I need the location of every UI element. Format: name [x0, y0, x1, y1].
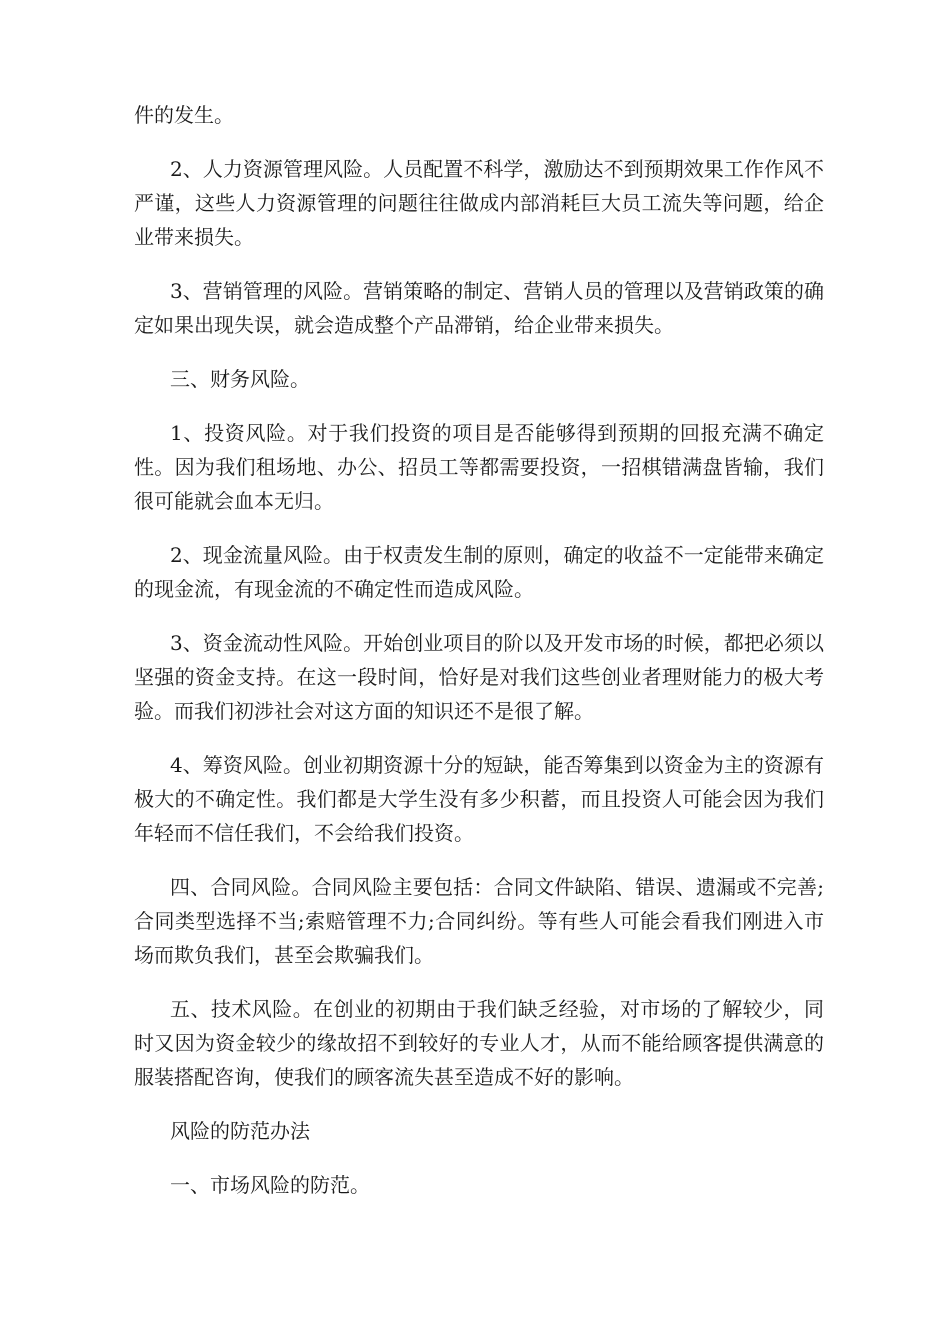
- section-heading-financial-risk: 三、财务风险。: [170, 367, 310, 391]
- paragraph-hr-risk: 2、人力资源管理风险。人员配置不科学，激励达不到预期效果工作作风不严谨，这些人力资源管理的问题往往做成内部消耗巨大员工流失等问题，给企业带来损失。: [134, 157, 824, 249]
- document-body: [134, 98, 824, 1222]
- section-heading-risk-prevention: 风险的防范办法: [170, 1119, 310, 1143]
- paragraph-technical-risk: 五、技术风险。在创业的初期由于我们缺乏经验，对市场的了解较少，同时又因为资金较少的缘故招不到较好的专业人才，从而不能给顾客提供满意的服装搭配咨询，使我们的顾客流失甚至造成不好的影响。: [134, 997, 824, 1089]
- paragraph-liquidity-risk: 3、资金流动性风险。开始创业项目的阶以及开发市场的时候，都把必须以坚强的资金支持。在这一段时间，恰好是对我们这些创业者理财能力的极大考验。而我们初涉社会对这方面的知识还不是很了解。: [134, 631, 824, 723]
- paragraph-contract-risk: 四、合同风险。合同风险主要包括：合同文件缺陷、错误、遗漏或不完善;合同类型选择不当;索赔管理不力;合同纠纷。等有些人可能会看我们刚进入市场而欺负我们，甚至会欺骗我们。: [134, 875, 824, 967]
- section-heading-market-risk-prevention: 一、市场风险的防范。: [170, 1173, 370, 1197]
- paragraph-cashflow-risk: 2、现金流量风险。由于权责发生制的原则，确定的收益不一定能带来确定的现金流，有现金流的不确定性而造成风险。: [134, 543, 824, 601]
- paragraph-marketing-risk: 3、营销管理的风险。营销策略的制定、营销人员的管理以及营销政策的确定如果出现失误，就会造成整个产品滞销，给企业带来损失。: [134, 279, 824, 337]
- paragraph-investment-risk: 1、投资风险。对于我们投资的项目是否能够得到预期的回报充满不确定性。因为我们租场地、办公、招员工等都需要投资，一招棋错满盘皆输，我们很可能就会血本无归。: [134, 421, 824, 513]
- paragraph-financing-risk: 4、筹资风险。创业初期资源十分的短缺，能否筹集到以资金为主的资源有极大的不确定性。我们都是大学生没有多少积蓄，而且投资人可能会因为我们年轻而不信任我们，不会给我们投资。: [134, 753, 824, 845]
- paragraph-continuation: 件的发生。: [134, 103, 234, 127]
